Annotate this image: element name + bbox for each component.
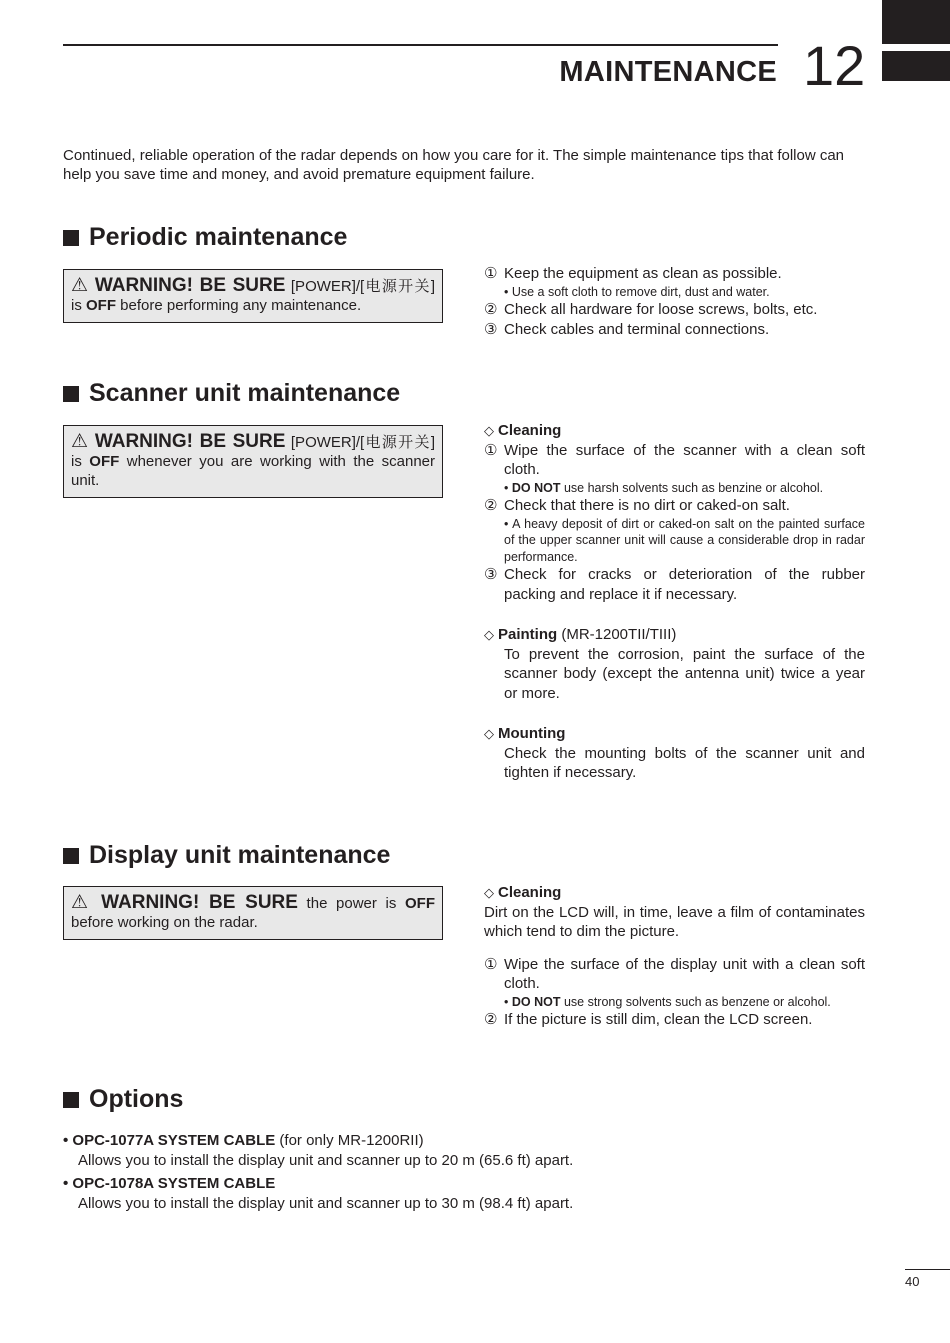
note-bold: DO NOT	[511, 480, 561, 495]
option-description: Allows you to install the display unit and scanner up to 30 m (98.4 ft) apart.	[78, 1194, 574, 1212]
chapter-number: 12	[803, 34, 866, 97]
item-note: • A heavy deposit of dirt or caked-on salt on the painted surface of the upper scanner unit will cause a considerable drop in radar performance.	[504, 516, 865, 564]
page-number: 40	[905, 1274, 920, 1289]
subheading-text: Cleaning	[498, 884, 562, 901]
warning-off: OFF	[86, 297, 116, 314]
bullet: •	[63, 1175, 73, 1192]
square-bullet-icon	[63, 1092, 79, 1108]
item-text: Keep the equipment as clean as possible.	[504, 265, 782, 282]
list-item	[484, 264, 865, 284]
warning-text: whenever you are working with the scanner unit.	[71, 453, 436, 489]
square-bullet-icon	[63, 848, 79, 864]
note-bold: DO NOT	[511, 994, 561, 1009]
square-bullet-icon	[63, 230, 79, 246]
note-text: use strong solvents such as benzene or alcohol.	[560, 994, 831, 1009]
note-text: use harsh solvents such as benzine or alcohol.	[560, 480, 824, 495]
list-item	[484, 1010, 865, 1030]
chapter-tab-bottom	[882, 51, 950, 81]
warning-text: is	[71, 453, 90, 470]
item-note	[484, 994, 865, 1011]
chapter-tab-top	[882, 0, 950, 44]
item-text: Wipe the surface of the scanner with a clean soft cloth.	[504, 441, 865, 478]
warning-box-periodic	[63, 269, 443, 323]
item-number: ②	[484, 1011, 498, 1028]
page-number-rule	[905, 1269, 950, 1270]
warning-lead: WARNING! BE SURE	[94, 275, 286, 296]
subheading-cleaning	[484, 421, 865, 441]
option-description: Allows you to install the display unit and scanner up to 20 m (65.6 ft) apart.	[78, 1151, 574, 1169]
intro-paragraph: Continued, reliable operation of the radar depends on how you care for it. The simple maintenance tips that follow can help you save time and money, and avoid premature equipment failure.	[63, 147, 845, 183]
chapter-title: MAINTENANCE	[559, 56, 777, 88]
list-item	[484, 320, 865, 340]
option-name: OPC-1078A SYSTEM CABLE	[72, 1175, 276, 1192]
warning-text: before performing any maintenance.	[116, 297, 362, 314]
item-text: Wipe the surface of the display unit with a clean soft cloth.	[504, 955, 865, 992]
option-item	[63, 1174, 865, 1213]
warning-lead: WARNING! BE SURE	[94, 431, 286, 452]
warning-switch: [POWER]/[电源开关]	[285, 434, 435, 451]
warning-switch: [POWER]/[电源开关]	[285, 278, 435, 295]
item-number: ①	[484, 955, 498, 973]
item-number: ①	[484, 441, 498, 459]
display-instructions	[484, 883, 865, 1030]
section-heading-text: Display unit maintenance	[89, 841, 391, 869]
section-heading-display	[63, 841, 390, 870]
list-item	[484, 300, 865, 320]
mounting-text: Check the mounting bolts of the scanner unit and tighten if necessary.	[504, 744, 865, 781]
periodic-list	[484, 264, 865, 339]
item-text: Check all hardware for loose screws, bolts, etc.	[504, 301, 818, 318]
item-number: ③	[484, 566, 498, 583]
cleaning-intro: Dirt on the LCD will, in time, leave a film of contaminates which tend to dim the picture.	[484, 903, 865, 940]
list-item	[484, 441, 865, 480]
subheading-text: Mounting	[498, 725, 566, 742]
subheading-text: Painting	[498, 626, 558, 643]
item-number: ③	[484, 320, 498, 338]
diamond-icon: ◇	[484, 726, 494, 741]
option-note: (for only MR-1200RII)	[275, 1132, 424, 1149]
item-text: Check for cracks or deterioration of the rubber packing and replace it if necessary.	[504, 566, 865, 603]
warning-icon: ⚠	[71, 892, 93, 913]
item-text: If the picture is still dim, clean the LCD screen.	[504, 1011, 813, 1028]
list-item	[484, 496, 865, 516]
diamond-icon: ◇	[484, 885, 494, 900]
subheading-mounting	[484, 724, 865, 744]
warning-icon: ⚠	[71, 431, 90, 452]
warning-box-display	[63, 886, 443, 940]
warning-off: OFF	[89, 453, 120, 470]
item-text: Check cables and terminal connections.	[504, 320, 770, 338]
section-heading-scanner	[63, 379, 400, 408]
item-text: Check that there is no dirt or caked-on salt.	[504, 497, 790, 514]
options-list	[63, 1131, 865, 1213]
bullet: •	[504, 480, 512, 495]
section-heading-periodic	[63, 223, 347, 252]
warning-icon: ⚠	[71, 275, 90, 296]
list-item	[484, 955, 865, 994]
item-number: ②	[484, 497, 498, 514]
section-heading-text: Options	[89, 1085, 184, 1113]
warning-text: is	[71, 297, 86, 314]
item-note: • Use a soft cloth to remove dirt, dust and water.	[504, 284, 770, 299]
warning-text: before working on the radar.	[71, 914, 258, 931]
painting-text: To prevent the corrosion, paint the surface of the scanner body (except the antenna unit) twice a year or more.	[504, 645, 865, 702]
option-item	[63, 1131, 865, 1170]
diamond-icon: ◇	[484, 627, 494, 642]
warning-off: OFF	[404, 895, 435, 912]
subheading-painting	[484, 625, 865, 645]
item-note	[484, 480, 865, 497]
bullet: •	[504, 994, 512, 1009]
section-heading-text: Periodic maintenance	[89, 223, 348, 251]
warning-lead: WARNING! BE SURE	[101, 892, 298, 913]
section-heading-text: Scanner unit maintenance	[89, 379, 401, 407]
subheading-models: (MR-1200TII/TIII)	[557, 626, 677, 643]
item-number: ②	[484, 301, 498, 318]
item-number: ①	[484, 265, 498, 282]
section-heading-options	[63, 1085, 183, 1114]
header-rule	[63, 44, 778, 46]
diamond-icon: ◇	[484, 423, 494, 438]
subheading-text: Cleaning	[498, 422, 562, 439]
bullet: •	[63, 1132, 73, 1149]
option-name: OPC-1077A SYSTEM CABLE	[72, 1132, 276, 1149]
list-item	[484, 565, 865, 604]
square-bullet-icon	[63, 386, 79, 402]
subheading-cleaning	[484, 883, 865, 903]
warning-box-scanner	[63, 425, 443, 498]
warning-text: the power is	[297, 895, 405, 912]
scanner-instructions	[484, 421, 865, 783]
